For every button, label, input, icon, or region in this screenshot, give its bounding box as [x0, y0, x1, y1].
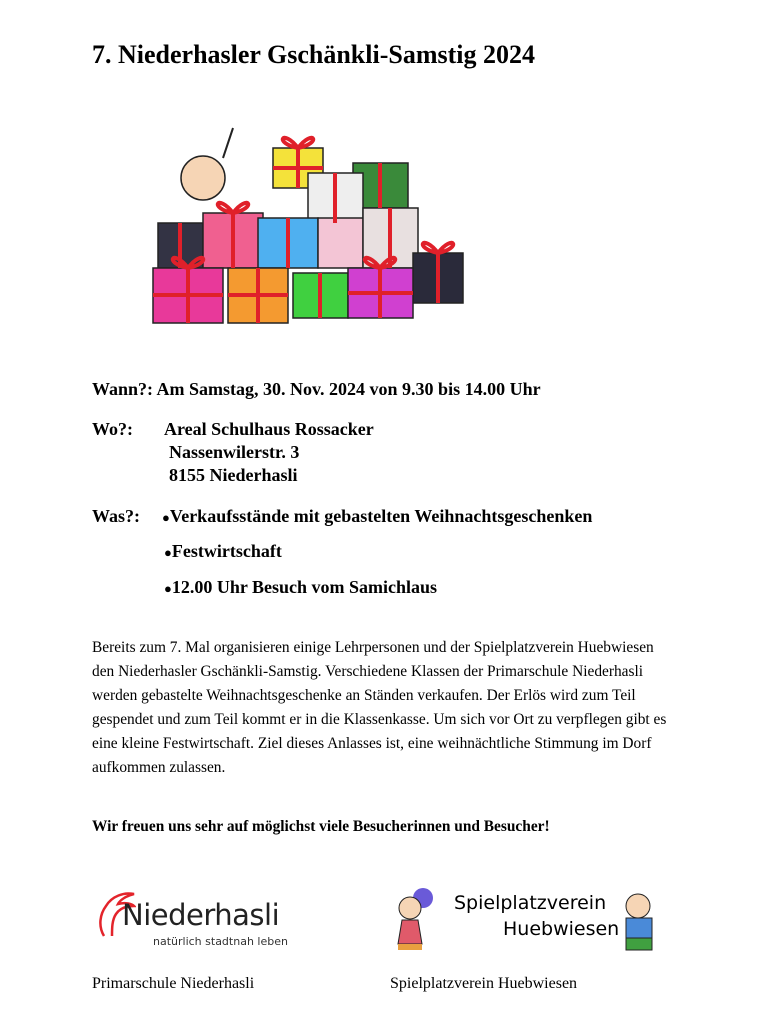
- when-value: Am Samstag, 30. Nov. 2024 von 9.30 bis 14.00 Uhr: [156, 379, 541, 399]
- bullet: ●: [164, 581, 172, 596]
- description-paragraph: Bereits zum 7. Mal organisieren einige Lehrpersonen und der Spielplatzverein Huebwiesen den Niederhasler Gschänkli-Samstig. Verschiedene Klassen der Primarschule Niederhasli werden gebastelte Weihnachtsgeschenke an Ständen verkaufen. Der Erlös wird zum Teil gespendet und zum Teil kommt er in die Klassenkasse. Um sich vor Ort zu verpflegen gibt es eine kleine Festwirtschaft. Ziel dieses Anlasses ist, eine weihnächtliche Stimmung im Dorf aufkommen zulassen.: [92, 639, 667, 776]
- page-title: 7. Niederhasler Gschänkli-Samstig 2024: [92, 40, 535, 69]
- logo-caption: Primarschule Niederhasli: [92, 975, 255, 992]
- where-label: Wo?:: [92, 419, 134, 439]
- what-item-text: Verkaufsstände mit gebastelten Weihnachtsgeschenken: [169, 506, 593, 526]
- niederhasli-logo: [96, 888, 286, 950]
- logo-name-2: Huebwiesen: [503, 918, 620, 940]
- what-item: [162, 506, 592, 527]
- logo-tagline: natürlich stadtnah leben: [153, 935, 288, 948]
- bullet: ●: [164, 545, 172, 560]
- logo-caption: Spielplatzverein Huebwiesen: [390, 975, 578, 992]
- what-item-text: 12.00 Uhr Besuch vom Samichlaus: [171, 577, 438, 597]
- bullet: ●: [162, 510, 170, 525]
- where-line: 8155 Niederhasli: [169, 465, 298, 485]
- where-line: Areal Schulhaus Rossacker: [164, 419, 374, 439]
- logo-name: Spielplatzverein: [454, 892, 607, 914]
- what-item-text: Festwirtschaft: [171, 541, 282, 561]
- what-item: [164, 541, 282, 562]
- what-label: Was?:: [92, 506, 141, 526]
- gift-pile-illustration: [148, 118, 473, 328]
- logo-name: Niederhasli: [122, 898, 280, 932]
- closing-text: Wir freuen uns sehr auf möglichst viele Besucherinnen und Besucher!: [92, 818, 550, 835]
- what-item: [164, 577, 437, 598]
- when-label: Wann?:: [92, 379, 154, 399]
- when-row: [92, 379, 541, 400]
- where-line: Nassenwilerstr. 3: [169, 442, 300, 462]
- spielplatzverein-logo: [388, 888, 663, 954]
